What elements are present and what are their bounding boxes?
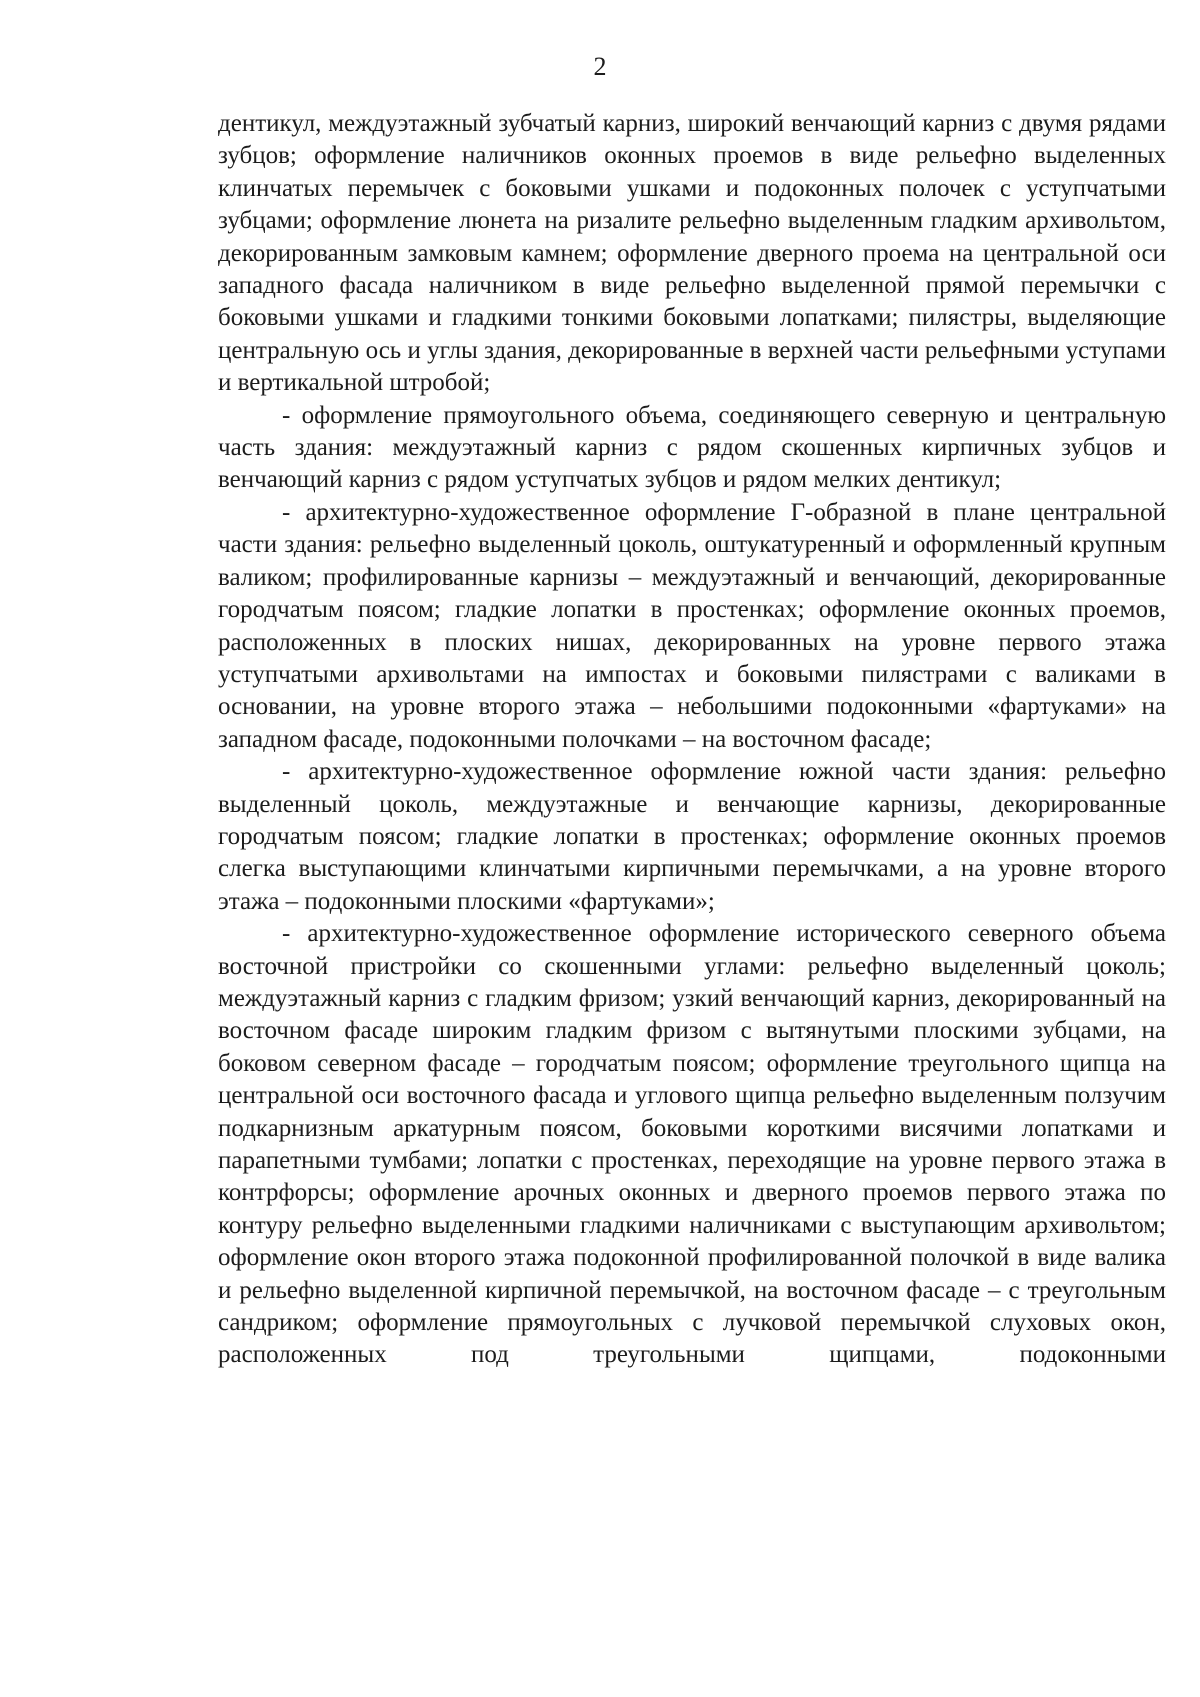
paragraph-3: - архитектурно-художественное оформление Г-образной в плане центральной части здания: рельефно выделенный цоколь, оштукатуренный и оформленный крупным валиком; профилированные карнизы – междуэтажный и венчающий, декорированные городчатым поясом; гладкие лопатки в простенках; оформление оконных проемов, расположенных в плоских нишах, декорированных на уровне первого этажа уступчатыми архивольтами на импостах и боковыми пилястрами с валиками в основании, на уровне второго этажа – небольшими подоконными «фартуками» на западном фасаде, подоконными полочками – на восточном фасаде; [218,498,1166,753]
paragraph-5: - архитектурно-художественное оформление исторического северного объема восточной пристройки со скошенными углами: рельефно выделенный цоколь; междуэтажный карниз с гладким фризом; узкий венчающий карниз, декорированный на восточном фасаде широким гладким фризом с вытянутыми плоскими зубцами, на боковом северном фасаде – городчатым поясом; оформление треугольного щипца на центральной оси восточного фасада и углового щипца рельефно выделенным ползучим подкарнизным аркатурным поясом, боковыми короткими висячими лопатками и парапетными тумбами; лопатки с простенках, переходящие на уровне первого этажа в контрфорсы; оформление арочных оконных и дверного проемов первого этажа по контуру рельефно выделенными гладкими наличниками с выступающим архивольтом; оформление окон второго этажа подоконной профилированной полочкой в виде валика и рельефно выделенной кирпичной перемычкой, на восточном фасаде – с треугольным сандриком; оформление прямоугольных с лучковой перемычкой слуховых окон, расположенных под треугольными щипцами, подоконными [218,920,1166,1369]
page-number: 2 [593,52,607,81]
paragraph-2: - оформление прямоугольного объема, соединяющего северную и центральную часть здания: междуэтажный карниз с рядом скошенных кирпичных зубцов и венчающий карниз с рядом уступчатых зубцов и рядом мелких дентикул; [218,401,1166,494]
document-body [218,108,1166,1372]
paragraph-1: дентикул, междуэтажный зубчатый карниз, широкий венчающий карниз с двумя рядами зубцов; оформление наличников оконных проемов в виде рельефно выделенных клинчатых перемычек с боковыми ушками и подоконных полочек с уступчатыми зубцами; оформление люнета на ризалите рельефно выделенным гладким архивольтом, декорированным замковым камнем; оформление дверного проема на центральной оси западного фасада наличником в виде рельефно выделенной прямой перемычки с боковыми ушками и гладкими тонкими боковыми лопатками; пилястры, выделяющие центральную ось и углы здания, декорированные в верхней части рельефными уступами и вертикальной штробой; [218,110,1166,397]
paragraph-4: - архитектурно-художественное оформление южной части здания: рельефно выделенный цоколь, междуэтажные и венчающие карнизы, декорированные городчатым поясом; гладкие лопатки в простенках; оформление оконных проемов слегка выступающими клинчатыми кирпичными перемычками, а на уровне второго этажа – подоконными плоскими «фартуками»; [218,758,1166,915]
